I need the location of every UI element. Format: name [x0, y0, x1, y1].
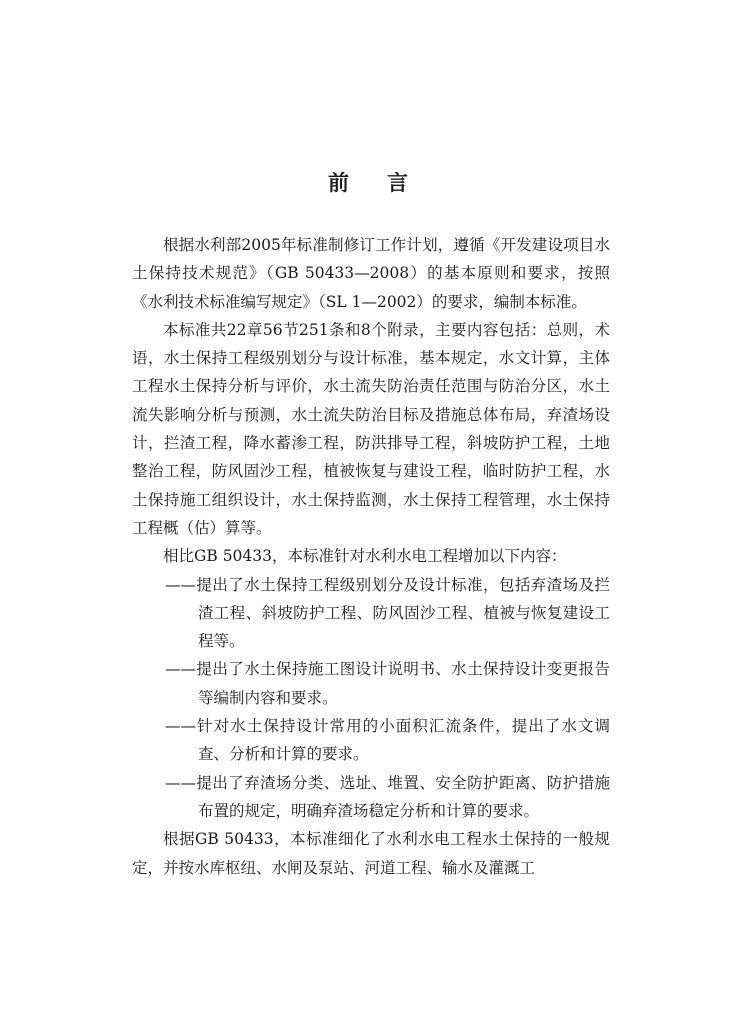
paragraph-additions: 相比GB 50433，本标准针对水利水电工程增加以下内容： — [163, 547, 567, 566]
document-body — [132, 231, 610, 882]
page-title: 前言 — [328, 170, 446, 195]
bullet-item-reports: ——提出了水土保持施工图设计说明书、水土保持设计变更报告等编制内容和要求。 — [165, 660, 610, 707]
paragraph-intro: 根据水利部2005年标准制修订工作计划，遵循《开发建设项目水土保持技术规范》（GB 50433—2008）的基本原则和要求，按照《水利技术标准编写规定》（SL 1—2002）的要求，编制本标准。 — [132, 236, 610, 311]
bullet-item-spoil-yard: ——提出了弃渣场分类、选址、堆置、安全防护距离、防护措施布置的规定，明确弃渣场稳定分析和计算的要求。 — [165, 773, 610, 820]
bullet-item-grading: ——提出了水土保持工程级别划分及设计标准，包括弃渣场及拦渣工程、斜坡防护工程、防风固沙工程、植被与恢复建设工程等。 — [165, 575, 610, 651]
paragraph-closing: 根据GB 50433，本标准细化了水利水电工程水土保持的一般规定，并按水库枢纽、水闸及泵站、河道工程、输水及灌溉工 — [132, 830, 610, 877]
paragraph-contents: 本标准共22章56节251条和8个附录，主要内容包括：总则，术语，水土保持工程级别划分与设计标准，基本规定，水文计算，主体工程水土保持分析与评价，水土流失防治责任范围与防治分区，水土流失影响分析与预测，水土流失防治目标及措施总体布局，弃渣场设计，拦渣工程，降水蓄渗工程，防洪排导工程，斜坡防护工程，土地整治工程，防风固沙工程，植被恢复与建设工程，临时防护工程，水土保持施工组织设计，水土保持监测，水土保持工程管理，水土保持工程概（估）算等。 — [132, 320, 610, 537]
bullet-item-hydrology: ——针对水土保持设计常用的小面积汇流条件，提出了水文调查、分析和计算的要求。 — [165, 717, 610, 764]
